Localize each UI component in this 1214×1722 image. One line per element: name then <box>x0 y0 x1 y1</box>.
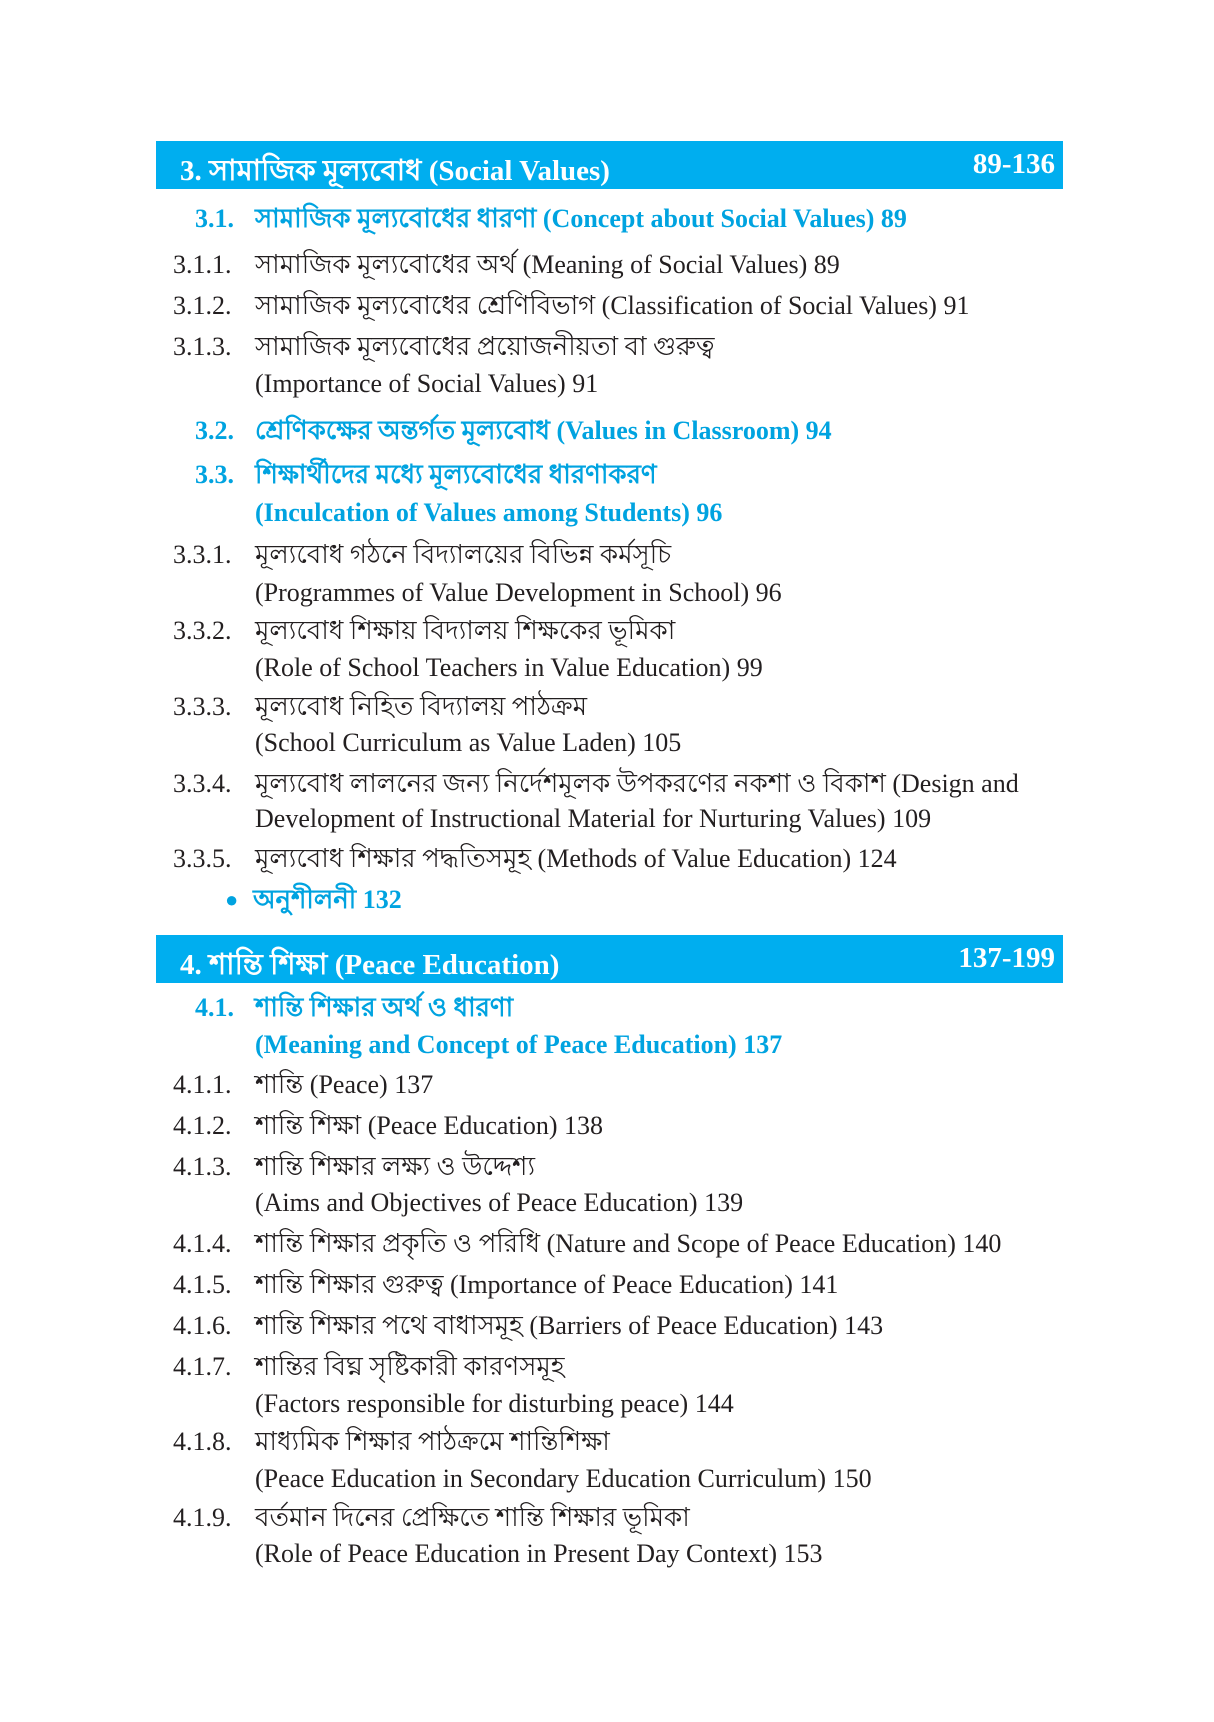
chapter-header <box>156 141 1063 189</box>
entry-number: 3.3. <box>195 460 234 489</box>
entry-text: মূল্যবোধ লালনের জন্য নির্দেশমূলক উপকরণের নকশা ও বিকাশ (Design and <box>255 769 1019 798</box>
entry-text: (Factors responsible for disturbing peace) 144 <box>255 1389 734 1418</box>
entry-number: 3.1. <box>195 204 234 233</box>
entry-number: 4.1.2. <box>173 1111 232 1140</box>
entry-number: 4.1.7. <box>173 1352 232 1381</box>
entry-number: 3.1.3. <box>173 332 232 361</box>
entry-number: 4.1.5. <box>173 1270 232 1299</box>
entry-text: মূল্যবোধ গঠনে বিদ্যালয়ের বিভিন্ন কর্মসূচি <box>255 540 672 569</box>
entry-text: সামাজিক মূল্যবোধের অর্থ (Meaning of Social Values) 89 <box>255 250 840 279</box>
entry-number: 3.1.1. <box>173 250 232 279</box>
chapter-pages: 137-199 <box>958 942 1055 974</box>
entry-text: মূল্যবোধ শিক্ষার পদ্ধতিসমূহ (Methods of Value Education) 124 <box>255 844 897 873</box>
entry-text: (Role of Peace Education in Present Day Context) 153 <box>255 1539 823 1568</box>
entry-number: 4.1.3. <box>173 1152 232 1181</box>
entry-text: মাধ্যমিক শিক্ষার পাঠক্রমে শান্তিশিক্ষা <box>255 1427 610 1456</box>
chapter-title: 3. সামাজিক মূল্যবোধ (Social Values) <box>180 155 610 187</box>
entry-text: শান্তি শিক্ষার অর্থ ও ধারণা <box>255 993 514 1022</box>
entry-text: (Importance of Social Values) 91 <box>255 369 599 398</box>
chapter-header <box>156 935 1063 983</box>
entry-number: 4.1.4. <box>173 1229 232 1258</box>
entry-number: 3.1.2. <box>173 291 232 320</box>
entry-number: 4.1.1. <box>173 1070 232 1099</box>
entry-text: শান্তি শিক্ষার গুরুত্ব (Importance of Peace Education) 141 <box>255 1270 839 1299</box>
entry-text: বর্তমান দিনের প্রেক্ষিতে শান্তি শিক্ষার ভূমিকা <box>255 1503 690 1532</box>
chapter-title: 4. শান্তি শিক্ষা (Peace Education) <box>180 949 560 981</box>
entry-number: 3.3.1. <box>173 540 232 569</box>
entry-text: মূল্যবোধ শিক্ষায় বিদ্যালয় শিক্ষকের ভূমিকা <box>255 616 676 645</box>
entry-number: 3.3.3. <box>173 692 232 721</box>
entry-number: 3.3.4. <box>173 769 232 798</box>
entry-text: (Meaning and Concept of Peace Education) 137 <box>255 1030 783 1059</box>
entry-text: সামাজিক মূল্যবোধের প্রয়োজনীয়তা বা গুরুত্ব <box>255 332 715 361</box>
entry-text: শান্তি শিক্ষার প্রকৃতি ও পরিধি (Nature and Scope of Peace Education) 140 <box>255 1229 1002 1258</box>
entry-number: 3.2. <box>195 416 234 445</box>
entry-text: শান্তি শিক্ষার লক্ষ্য ও উদ্দেশ্য <box>255 1152 535 1181</box>
entry-number: 4.1.8. <box>173 1427 232 1456</box>
entry-text: শান্তি (Peace) 137 <box>255 1070 434 1099</box>
entry-number: 4.1.6. <box>173 1311 232 1340</box>
entry-text: (School Curriculum as Value Laden) 105 <box>255 728 682 757</box>
entry-text: শান্তির বিঘ্ন সৃষ্টিকারী কারণসমূহ <box>255 1352 565 1381</box>
entry-text: (Aims and Objectives of Peace Education) 139 <box>255 1188 744 1217</box>
entry-text: (Inculcation of Values among Students) 96 <box>255 498 723 527</box>
entry-text: শান্তি শিক্ষার পথে বাধাসমূহ (Barriers of Peace Education) 143 <box>255 1311 884 1340</box>
entry-text: (Programmes of Value Development in School) 96 <box>255 578 782 607</box>
entry-text: শিক্ষার্থীদের মধ্যে মূল্যবোধের ধারণাকরণ <box>255 460 657 489</box>
entry-number: 4.1. <box>195 993 234 1022</box>
entry-text: অনুশীলনী 132 <box>253 885 402 914</box>
bullet-icon: ● <box>225 887 239 912</box>
entry-text: (Peace Education in Secondary Education Curriculum) 150 <box>255 1464 872 1493</box>
entry-text: মূল্যবোধ নিহিত বিদ্যালয় পাঠক্রম <box>255 692 588 721</box>
entry-text: শান্তি শিক্ষা (Peace Education) 138 <box>255 1111 604 1140</box>
entry-number: 3.3.5. <box>173 844 232 873</box>
entry-text: (Role of School Teachers in Value Education) 99 <box>255 653 763 682</box>
entry-number: 4.1.9. <box>173 1503 232 1532</box>
entry-text: Development of Instructional Material for Nurturing Values) 109 <box>255 804 932 833</box>
chapter-pages: 89-136 <box>972 148 1055 180</box>
entry-text: শ্রেণিকক্ষের অন্তর্গত মূল্যবোধ (Values in Classroom) 94 <box>255 416 832 445</box>
entry-text: সামাজিক মূল্যবোধের শ্রেণিবিভাগ (Classification of Social Values) 91 <box>255 291 970 320</box>
entry-text: সামাজিক মূল্যবোধের ধারণা (Concept about Social Values) 89 <box>255 204 907 233</box>
entry-number: 3.3.2. <box>173 616 232 645</box>
